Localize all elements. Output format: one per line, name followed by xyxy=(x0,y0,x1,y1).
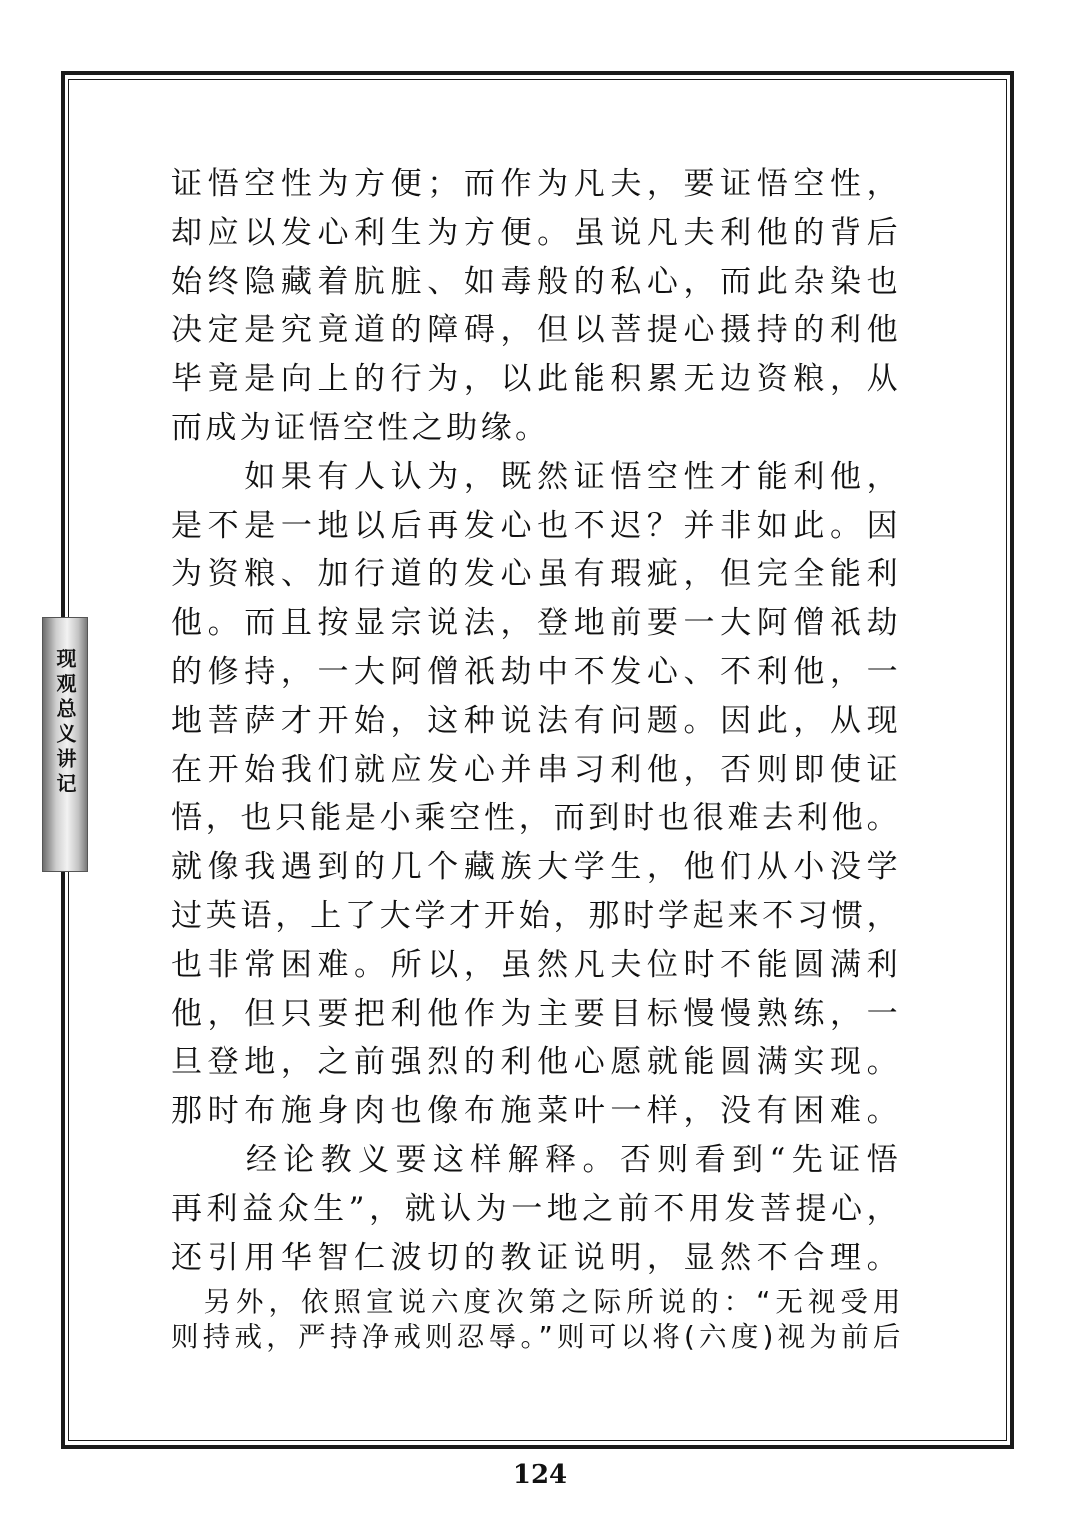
text-line: 如果有人认为，既然证悟空性才能利他， xyxy=(171,458,901,495)
text-line: 他。而且按显宗说法，登地前要一大阿僧祇劫 xyxy=(171,605,901,642)
text-line: 在开始我们就应发心并串习利他，否则即使证 xyxy=(171,751,901,788)
side-tab-label: 现观总义讲记 xyxy=(53,648,77,798)
text-line: 那时布施身肉也像布施菜叶一样，没有困难。 xyxy=(171,1093,901,1130)
quote-line: 另外，依照宣说六度次第之际所说的：“无视受用 xyxy=(171,1286,901,1319)
text-line: 而成为证悟空性之助缘。 xyxy=(171,409,550,446)
text-line: 始终隐藏着肮脏、如毒般的私心，而此杂染也 xyxy=(171,263,901,300)
text-line: 再利益众生”，就认为一地之前不用发菩提心， xyxy=(171,1190,901,1227)
quote-line: 则持戒，严持净戒则忍辱。”则可以将(六度)视为前后 xyxy=(171,1321,901,1354)
text-line: 证悟空性为方便；而作为凡夫，要证悟空性， xyxy=(171,166,901,202)
text-line: 的修持，一大阿僧祇劫中不发心、不利他，一 xyxy=(171,653,901,690)
text-line: 是不是一地以后再发心也不迟？并非如此。因 xyxy=(171,507,901,544)
text-line: 旦登地，之前强烈的利他心愿就能圆满实现。 xyxy=(171,1044,901,1081)
text-line: 毕竟是向上的行为，以此能积累无边资粮，从 xyxy=(171,361,901,398)
text-line: 为资粮、加行道的发心虽有瑕疵，但完全能利 xyxy=(171,556,901,593)
text-line: 地菩萨才开始，这种说法有问题。因此，从现 xyxy=(171,702,901,739)
text-line: 决定是究竟道的障碍，但以菩提心摄持的利他 xyxy=(171,312,901,349)
text-line: 就像我遇到的几个藏族大学生，他们从小没学 xyxy=(171,849,901,886)
text-line: 悟，也只能是小乘空性，而到时也很难去利他。 xyxy=(171,800,901,837)
text-line: 还引用华智仁波切的教证说明，显然不合理。 xyxy=(171,1239,901,1276)
text-line: 经论教义要这样解释。否则看到“先证悟 xyxy=(171,1141,901,1178)
text-line: 过英语，上了大学才开始，那时学起来不习惯， xyxy=(171,897,901,934)
page-number: 124 xyxy=(512,1460,568,1490)
text-line: 却应以发心利生为方便。虽说凡夫利他的背后 xyxy=(171,214,901,251)
text-line: 他，但只要把利他作为主要目标慢慢熟练，一 xyxy=(171,995,901,1032)
main-text xyxy=(171,160,901,1355)
text-line: 也非常困难。所以，虽然凡夫位时不能圆满利 xyxy=(171,946,901,983)
